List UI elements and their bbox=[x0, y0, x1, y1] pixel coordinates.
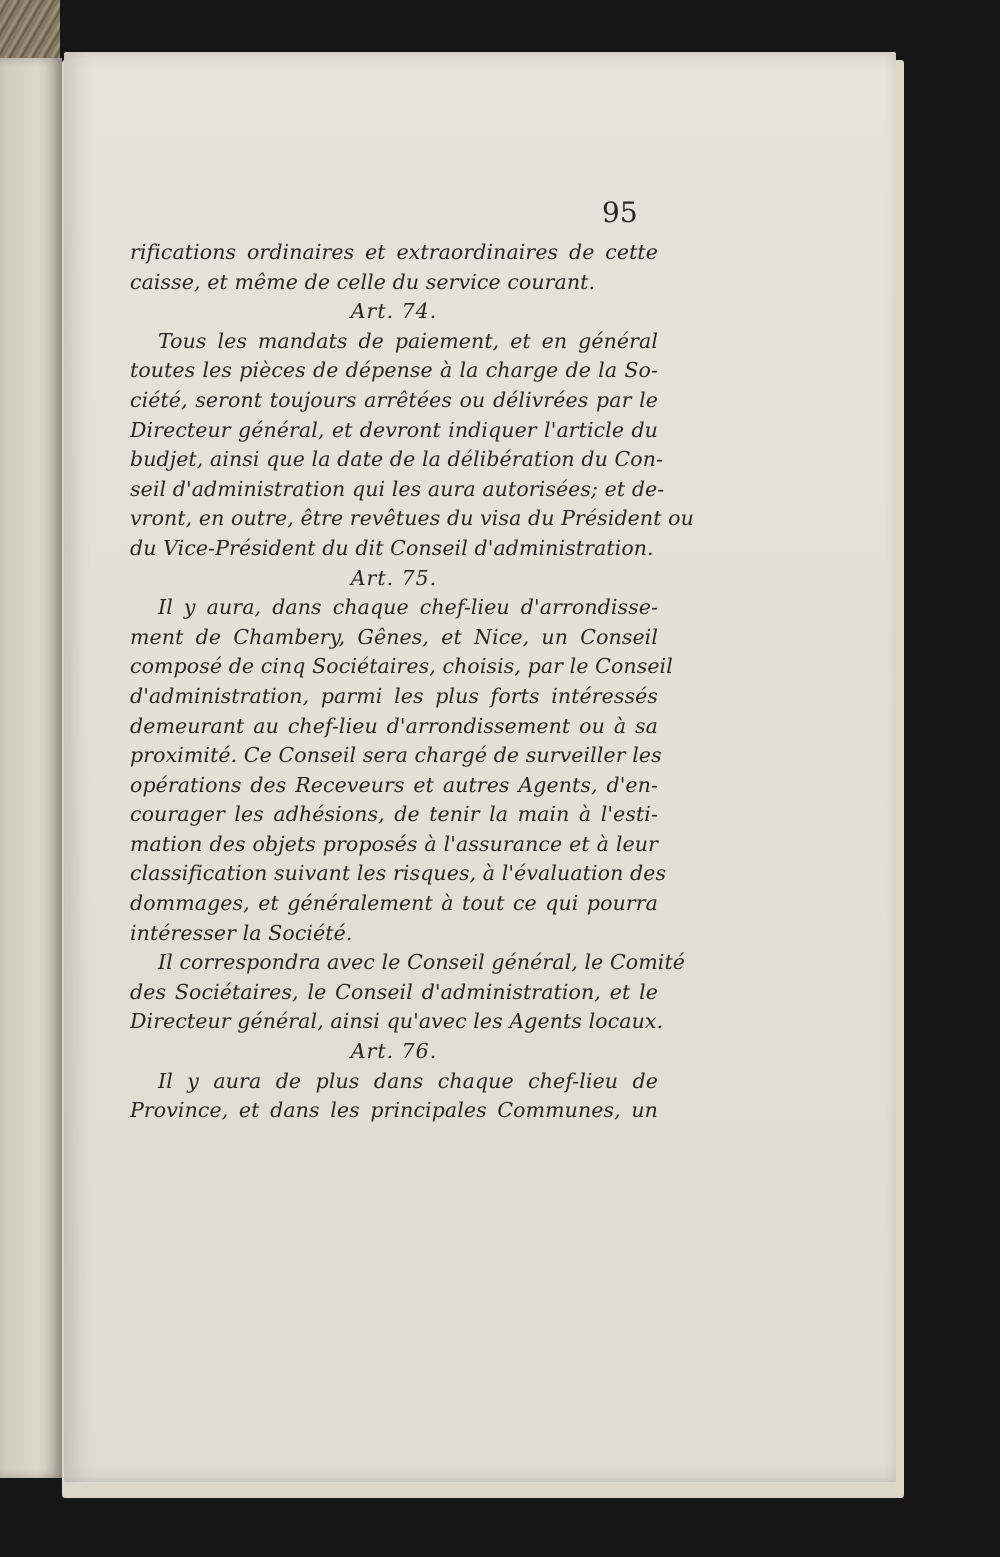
text-line: courager les adhésions, de tenir la main à l'esti- bbox=[130, 802, 658, 827]
text-line: dommages, et généralement à tout ce qui pourra bbox=[130, 891, 658, 916]
text-line: proximité. Ce Conseil sera chargé de surveiller les bbox=[130, 743, 662, 768]
text-line: intéresser la Société. bbox=[130, 920, 353, 945]
left-page-edge bbox=[0, 58, 62, 1478]
text-line: Tous les mandats de paiement, et en général bbox=[158, 328, 658, 353]
text-line: budjet, ainsi que la date de la délibération du Con- bbox=[130, 447, 664, 472]
text-line: ment de Chambery, Gênes, et Nice, un Conseil bbox=[130, 624, 658, 649]
text-line: rifications ordinaires et extraordinaires de cette bbox=[130, 240, 658, 264]
text-line: Il correspondra avec le Conseil général, le Comité bbox=[158, 950, 686, 975]
text-line: demeurant au chef-lieu d'arrondissement ou à sa bbox=[130, 713, 658, 738]
text-line: opérations des Receveurs et autres Agents, d'en- bbox=[130, 772, 658, 797]
text-line: Directeur général, ainsi qu'avec les Agents locaux. bbox=[130, 1009, 664, 1034]
text-line: Directeur général, et devront indiquer l'article du bbox=[130, 417, 658, 442]
text-line: Province, et dans les principales Communes, un bbox=[130, 1098, 658, 1123]
page-text bbox=[130, 238, 694, 1126]
text-line: des Sociétaires, le Conseil d'administration, et le bbox=[130, 979, 658, 1004]
article-heading: Art. 74. bbox=[350, 299, 438, 324]
text-line: d'administration, parmi les plus forts intéressés bbox=[130, 683, 658, 708]
text-line: toutes les pièces de dépense à la charge de la So- bbox=[130, 358, 658, 383]
article-heading: Art. 75. bbox=[350, 565, 438, 590]
text-line: caisse, et même de celle du service courant. bbox=[130, 269, 596, 294]
text-line: composé de cinq Sociétaires, choisis, par le Conseil bbox=[130, 654, 673, 679]
text-line: mation des objets proposés à l'assurance et à leur bbox=[130, 831, 658, 856]
page-number: 95 bbox=[602, 196, 638, 229]
article-heading: Art. 76. bbox=[350, 1039, 438, 1064]
binding-thread bbox=[0, 0, 60, 58]
text-line: Il y aura de plus dans chaque chef-lieu de bbox=[158, 1068, 658, 1093]
text-line: vront, en outre, être revêtues du visa du Président ou bbox=[130, 506, 694, 531]
text-line: ciété, seront toujours arrêtées ou délivrées par le bbox=[130, 387, 658, 412]
text-line: classification suivant les risques, à l'évaluation des bbox=[130, 861, 667, 886]
text-line: seil d'administration qui les aura autorisées; et de- bbox=[130, 476, 665, 501]
text-line: Il y aura, dans chaque chef-lieu d'arrondisse- bbox=[158, 595, 658, 620]
text-line: du Vice-Président du dit Conseil d'administration. bbox=[130, 535, 654, 560]
